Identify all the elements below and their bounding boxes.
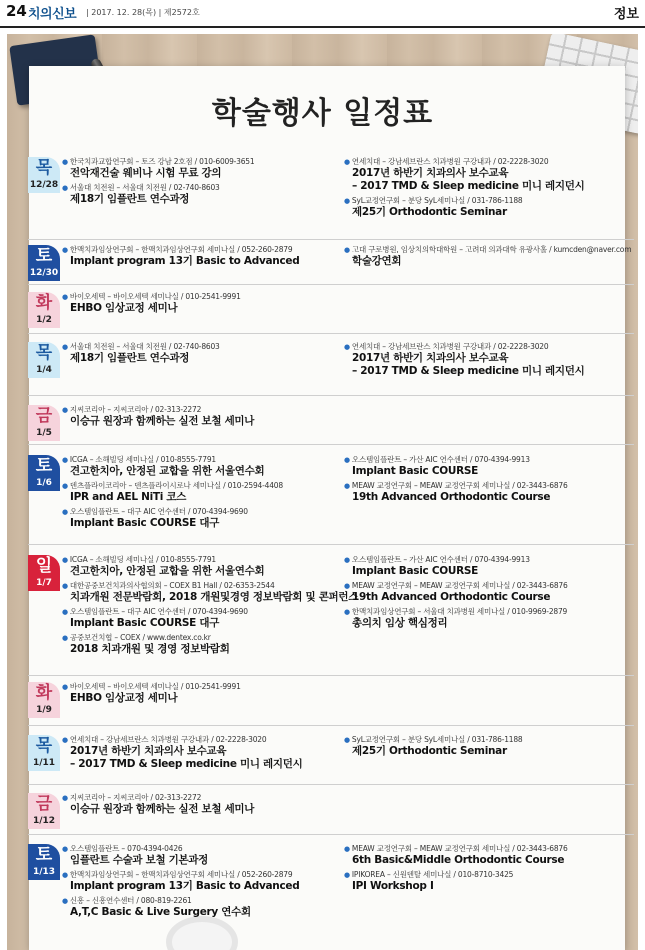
day-badge	[28, 455, 60, 491]
event-item	[344, 342, 634, 378]
day-date: 1/9	[36, 705, 52, 715]
day-date: 1/6	[36, 478, 52, 488]
event-title: Implant program 13기 Basic to Advanced	[70, 255, 300, 267]
event-item	[344, 581, 634, 604]
page-number: 24	[6, 2, 27, 20]
schedule-row	[28, 340, 634, 396]
event-item	[62, 581, 359, 604]
event-title: Implant Basic COURSE 대구	[70, 517, 220, 529]
issue-meta: | 2017. 12. 28(목) | 제2572호	[86, 8, 200, 17]
day-badge	[28, 245, 60, 281]
schedule-row	[28, 243, 634, 285]
row-divider	[28, 239, 634, 240]
event-column-right	[344, 157, 634, 222]
event-organizer: ● 지씨코리아 – 지씨코리아 / 02-313-2272	[62, 405, 334, 415]
event-column-left	[62, 342, 334, 368]
row-divider	[28, 395, 634, 396]
day-date: 1/7	[36, 578, 52, 588]
event-organizer: ● 서울대 치전원 – 서울대 치전원 / 02-740-8603	[62, 342, 334, 352]
event-organizer: ● IPIKOREA – 신원덴탈 세미나실 / 010-8710-3425	[344, 870, 634, 880]
row-divider	[28, 544, 634, 545]
day-weekday: 토	[35, 845, 53, 865]
day-weekday: 목	[35, 736, 53, 756]
day-weekday: 토	[35, 456, 53, 476]
event-column-left	[62, 682, 334, 708]
event-item	[62, 793, 334, 816]
event-title: 19th Advanced Orthodontic Course	[352, 491, 551, 503]
event-title: EHBO 임상교정 세미나	[70, 692, 178, 704]
event-column-right	[344, 342, 634, 381]
event-organizer: ● 바이오세텍 – 바이오세텍 세미나실 / 010-2541-9991	[62, 292, 334, 302]
day-badge	[28, 735, 60, 771]
day-date: 1/2	[36, 315, 52, 325]
day-date: 1/12	[32, 816, 56, 826]
event-item	[344, 870, 634, 893]
event-column-left	[62, 245, 334, 271]
event-title: Implant program 13기 Basic to Advanced	[70, 880, 300, 892]
event-title: EHBO 임상교정 세미나	[70, 302, 178, 314]
event-column-left	[62, 555, 359, 659]
event-title: 견고한치아, 안정된 교합을 위한 서울연수회	[70, 465, 265, 477]
day-badge	[28, 793, 60, 829]
event-item	[344, 607, 634, 630]
day-badge	[28, 682, 60, 718]
event-organizer: ● 한국치과교합연구회 – 토즈 강남 2호점 / 010-6009-3651	[62, 157, 334, 167]
day-weekday: 목	[35, 158, 53, 178]
day-date: 12/28	[29, 180, 59, 190]
event-title: 제18기 임플란트 연수과정	[70, 193, 190, 205]
event-item	[62, 507, 334, 530]
event-title: Implant Basic COURSE	[352, 565, 478, 577]
event-title: 2017년 하반기 치과의사 보수교육	[352, 167, 509, 179]
day-badge	[28, 292, 60, 328]
schedule-row	[28, 290, 634, 334]
day-date: 1/11	[32, 758, 56, 768]
event-organizer: ● 연세치대 – 강남세브란스 치과병원 구강내과 / 02-2228-3020	[344, 342, 634, 352]
row-divider	[28, 834, 634, 835]
event-organizer: ● 덴츠플라이코리아 – 덴츠플라이시로나 세미나실 / 010-2594-4408	[62, 481, 334, 491]
event-title: 견고한치아, 안정된 교합을 위한 서울연수회	[70, 565, 265, 577]
row-divider	[28, 675, 634, 676]
schedule-row	[28, 155, 634, 240]
event-item	[62, 342, 334, 365]
row-divider	[28, 284, 634, 285]
event-title: 총의치 임상 핵심정리	[352, 617, 448, 629]
event-organizer: ● MEAW 교정연구회 – MEAW 교정연구회 세미나실 / 02-3443-6876	[344, 581, 634, 591]
day-date: 1/4	[36, 365, 52, 375]
event-item	[344, 555, 634, 578]
event-organizer: ● 오스템임플란트 – 가산 AIC 연수센터 / 070-4394-9913	[344, 455, 634, 465]
event-column-right	[344, 735, 634, 761]
event-title: Implant Basic COURSE 대구	[70, 617, 220, 629]
event-title: 임플란트 수술과 보철 기본과정	[70, 854, 209, 866]
event-title: IPR and AEL NiTi 코스	[70, 491, 187, 503]
event-item	[62, 292, 334, 315]
event-title: 치과개원 전문박람회, 2018 개원및경영 정보박람회 및 콘퍼런스	[70, 591, 359, 603]
event-item	[62, 555, 334, 578]
day-weekday: 일	[35, 556, 53, 576]
event-organizer: ● 서울대 치전원 – 서울대 치전원 / 02-740-8603	[62, 183, 334, 193]
event-item	[344, 157, 634, 193]
schedule-row	[28, 453, 634, 545]
event-title: 제25기 Orthodontic Seminar	[352, 745, 507, 757]
event-title: – 2017 TMD & Sleep medicine 미니 레지던시	[352, 365, 585, 377]
event-column-left	[62, 157, 334, 209]
newspaper-name: 치의신보	[28, 7, 77, 22]
event-item	[62, 157, 334, 180]
event-organizer: ● 지씨코리아 – 지씨코리아 / 02-313-2272	[62, 793, 334, 803]
row-divider	[28, 784, 634, 785]
event-organizer: ● SyL교정연구회 – 분당 SyL세미나실 / 031-786-1188	[344, 735, 634, 745]
event-item	[62, 481, 334, 504]
event-organizer: ● 오스템임플란트 – 가산 AIC 연수센터 / 070-4394-9913	[344, 555, 634, 565]
event-column-left	[62, 844, 334, 922]
day-badge	[28, 342, 60, 378]
page-title: 학술행사 일정표	[211, 96, 434, 131]
page-header	[0, 0, 645, 28]
event-title: A,T,C Basic & Live Surgery 연수회	[70, 906, 251, 918]
schedule-row	[28, 842, 634, 922]
day-weekday: 화	[35, 683, 53, 703]
event-item	[62, 607, 334, 630]
event-column-right	[344, 844, 634, 896]
day-date: 1/5	[36, 428, 52, 438]
day-badge	[28, 555, 60, 591]
event-title: 학술강연회	[352, 255, 402, 267]
event-organizer: ● 한맥치과임상연구회 – 서울대 치과병원 세미나실 / 010-9969-2879	[344, 607, 634, 617]
row-divider	[28, 333, 634, 334]
event-title: 제18기 임플란트 연수과정	[70, 352, 190, 364]
event-item	[344, 245, 634, 268]
event-title: 제25기 Orthodontic Seminar	[352, 206, 507, 218]
event-organizer: ● 고대 구로병원, 임상치의학대학원 – 고려대 의과대학 유광사홀 / kumcden@naver.com	[344, 245, 634, 255]
row-divider	[28, 444, 634, 445]
event-item	[62, 455, 334, 478]
event-organizer: ● 한맥치과임상연구회 – 한맥치과임상연구회 세미나실 / 052-260-2879	[62, 245, 334, 255]
event-title: – 2017 TMD & Sleep medicine 미니 레지던시	[352, 180, 585, 192]
event-organizer: ● 바이오세텍 – 바이오세텍 세미나실 / 010-2541-9991	[62, 682, 334, 692]
event-organizer: ● 오스템임플란트 – 대구 AIC 연수센터 / 070-4394-9690	[62, 507, 334, 517]
event-title: 2017년 하반기 치과의사 보수교육	[352, 352, 509, 364]
schedule-row	[28, 403, 634, 445]
event-title: Implant Basic COURSE	[352, 465, 478, 477]
event-organizer: ● 오스템임플란트 – 대구 AIC 연수센터 / 070-4394-9690	[62, 607, 334, 617]
event-item	[62, 405, 334, 428]
schedule-row	[28, 791, 634, 835]
day-badge	[28, 157, 60, 193]
event-organizer: ● 신흥 – 신흥연수센터 / 080-819-2261	[62, 896, 334, 906]
day-weekday: 토	[35, 246, 53, 266]
day-weekday: 화	[35, 293, 53, 313]
event-column-left	[62, 405, 334, 431]
event-item	[62, 245, 334, 268]
day-badge	[28, 844, 60, 880]
event-title: IPI Workshop Ⅰ	[352, 880, 434, 892]
event-column-right	[344, 555, 634, 633]
schedule-row	[28, 733, 634, 785]
day-date: 1/13	[32, 867, 56, 877]
event-column-left	[62, 455, 334, 533]
event-column-left	[62, 793, 334, 819]
day-badge	[28, 405, 60, 441]
event-organizer: ● 공중보건치협 – COEX / www.dentex.co.kr	[62, 633, 334, 643]
section-label: 정보	[613, 7, 639, 22]
event-organizer: ● SyL교정연구회 – 분당 SyL세미나실 / 031-786-1188	[344, 196, 634, 206]
event-column-right	[344, 245, 634, 271]
event-title: 2017년 하반기 치과의사 보수교육	[70, 745, 227, 757]
event-item	[62, 870, 334, 893]
event-item	[62, 896, 334, 919]
day-weekday: 목	[35, 343, 53, 363]
event-item	[344, 196, 634, 219]
event-organizer: ● 연세치대 – 강남세브란스 치과병원 구강내과 / 02-2228-3020	[62, 735, 334, 745]
event-organizer: ● ICGA – 소해빌딩 세미나실 / 010-8555-7791	[62, 555, 334, 565]
event-item	[62, 844, 334, 867]
event-organizer: ● 연세치대 – 강남세브란스 치과병원 구강내과 / 02-2228-3020	[344, 157, 634, 167]
event-organizer: ● 한맥치과임상연구회 – 한맥치과임상연구회 세미나실 / 052-260-2879	[62, 870, 334, 880]
event-item	[344, 455, 634, 478]
schedule-row	[28, 553, 634, 676]
event-organizer: ● MEAW 교정연구회 – MEAW 교정연구회 세미나실 / 02-3443-6876	[344, 844, 634, 854]
day-weekday: 금	[35, 794, 53, 814]
event-item	[62, 682, 334, 705]
event-title: 6th Basic&Middle Orthodontic Course	[352, 854, 565, 866]
event-title: 이승규 원장과 함께하는 실전 보철 세미나	[70, 415, 255, 427]
schedule-row	[28, 680, 634, 726]
event-item	[62, 633, 334, 656]
event-column-left	[62, 292, 334, 318]
event-title: 전악재건술 웨비나 시험 무료 강의	[70, 167, 222, 179]
event-title: 2018 치과개원 및 경영 정보박람회	[70, 643, 230, 655]
event-item	[344, 844, 634, 867]
event-column-left	[62, 735, 334, 774]
event-organizer: ● 대한공중보건치과의사협의회 – COEX B1 Hall / 02-6353-2544	[62, 581, 334, 591]
event-title: 이승규 원장과 함께하는 실전 보철 세미나	[70, 803, 255, 815]
event-item	[62, 183, 334, 206]
event-column-right	[344, 455, 634, 507]
event-item	[344, 735, 634, 758]
event-item	[344, 481, 634, 504]
event-item	[62, 735, 334, 771]
event-title: 19th Advanced Orthodontic Course	[352, 591, 551, 603]
day-weekday: 금	[35, 406, 53, 426]
event-organizer: ● MEAW 교정연구회 – MEAW 교정연구회 세미나실 / 02-3443-6876	[344, 481, 634, 491]
event-title: – 2017 TMD & Sleep medicine 미니 레지던시	[70, 758, 303, 770]
event-organizer: ● 오스템임플란트 – 070-4394-0426	[62, 844, 334, 854]
day-date: 12/30	[29, 268, 59, 278]
event-organizer: ● ICGA – 소해빌딩 세미나실 / 010-8555-7791	[62, 455, 334, 465]
row-divider	[28, 725, 634, 726]
